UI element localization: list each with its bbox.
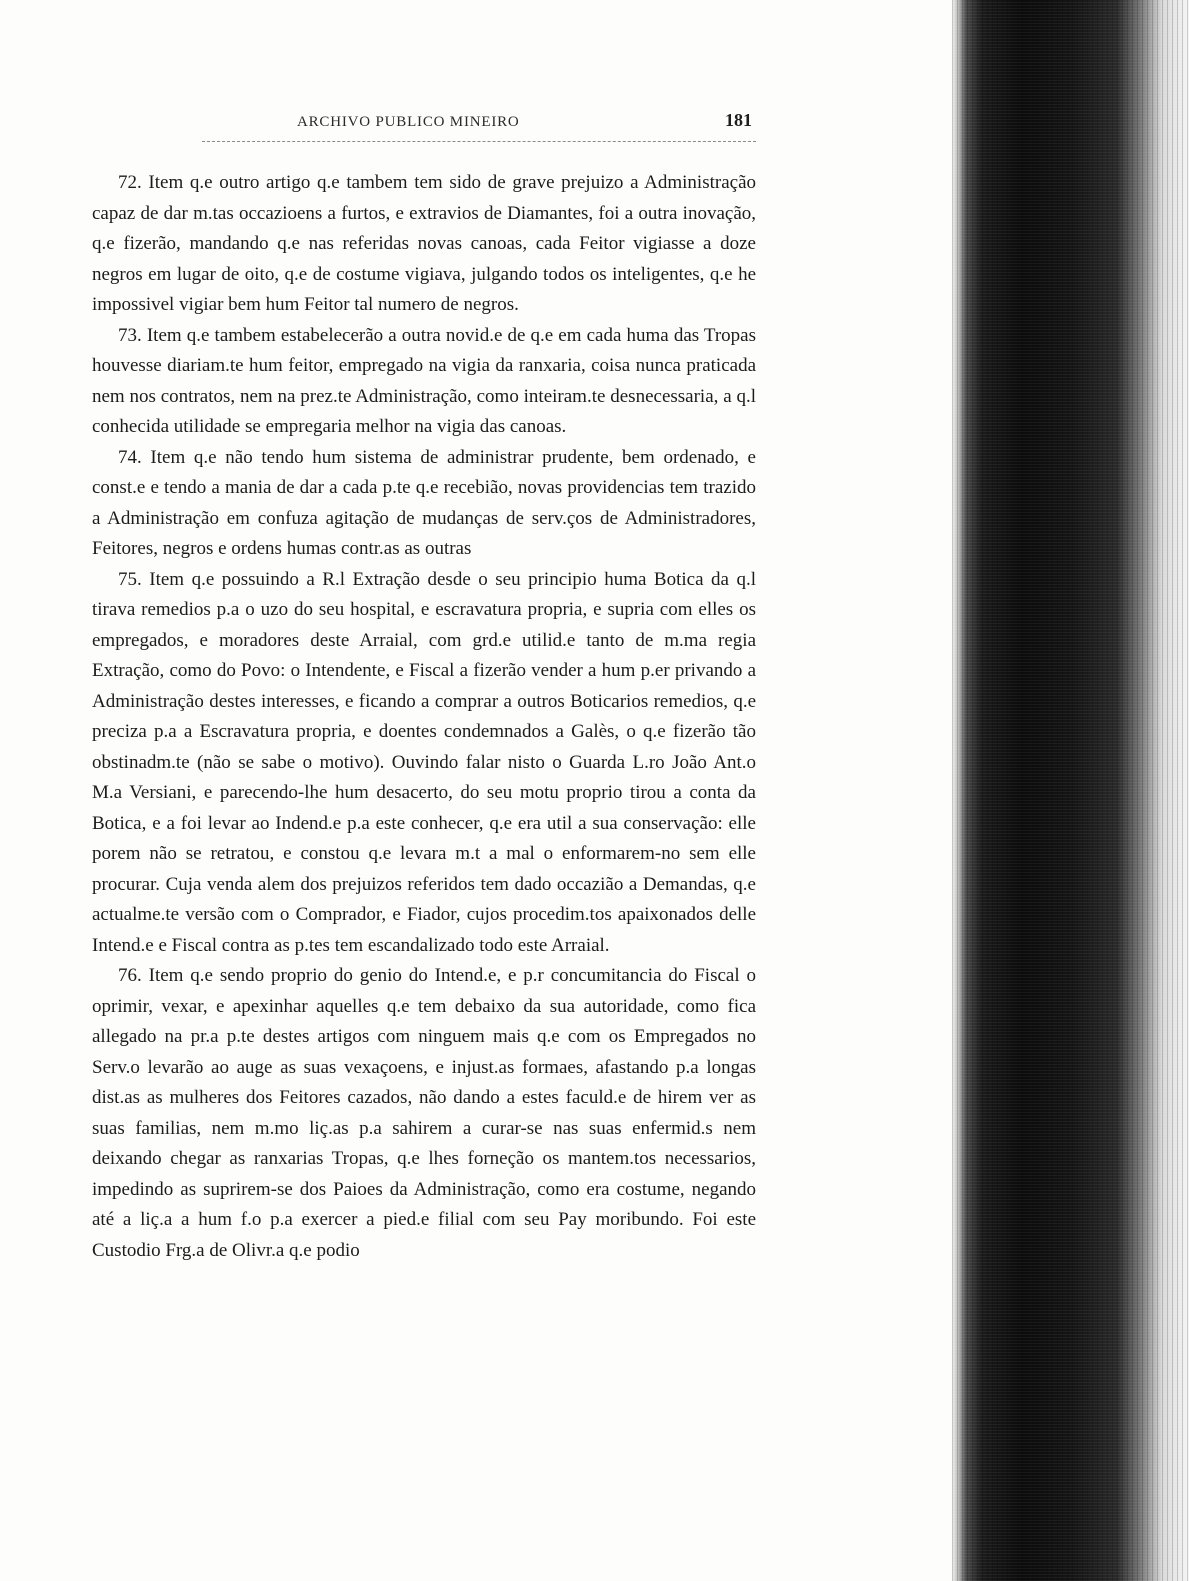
- header-rule: [202, 141, 756, 142]
- paragraph-74: 74. Item q.e não tendo hum sistema de administrar prudente, bem ordenado, e const.e e tendo a mania de dar a cada p.te q.e recebião, novas providencias tem trazido a Administração em confuza agitação de mudanças de serv.ços de Administradores, Feitores, negros e ordens humas contr.as as outras: [92, 446, 756, 559]
- paragraph-72: 72. Item q.e outro artigo q.e tambem tem sido de grave prejuizo a Administração capaz de dar m.tas occazioens a furtos, e extravios de Diamantes, foi a outra inovação, q.e fizerão, mandando q.e nas referidas novas canoas, cada Feitor vigiasse a doze negros em lugar de oito, q.e de costume vigiava, julgando todos os inteligentes, q.e he impossivel vigiar bem hum Feitor tal numero de negros.: [92, 172, 756, 315]
- book-binding-shadow: [952, 0, 1189, 1581]
- paragraph-76: 76. Item q.e sendo proprio do genio do Intend.e, e p.r concumitancia do Fiscal o oprimir, vexar, e apexinhar aquelles q.e tem debaixo da sua autoridade, como fica allegado na pr.a p.te destes artigos com ninguem mais q.e com os Empregados no Serv.o levarão ao auge as suas vexaçoens, e injust.as formaes, afastando p.a longas dist.as as mulheres dos Feitores cazados, não dando a estes faculd.e de hirem ver as suas familias, nem m.mo liç.as p.a sahirem a curar-se nas suas enfermid.s nem deixando chegar as ranxarias Tropas, q.e lhes forneção os mantem.tos necessarios, impedindo as suprirem-se dos Paioes da Administração, como era costume, negando até a liç.a a hum f.o p.a exercer a pied.e filial com seu Pay moribundo. Foi este Custodio Frg.a de Olivr.a q.e podio: [92, 965, 756, 1261]
- page-header: [92, 104, 756, 140]
- running-title: ARCHIVO PUBLICO MINEIRO: [297, 114, 520, 130]
- paragraph-73: 73. Item q.e tambem estabelecerão a outra novid.e de q.e em cada huma das Tropas houvesse diariam.te hum feitor, empregado na vigia da ranxaria, coisa nunca praticada nem nos contratos, nem na prez.te Administração, como inteiram.te desnecessaria, a q.l conhecida utilidade se empregaria melhor na vigia das canoas.: [92, 324, 756, 437]
- page-body: [92, 168, 756, 1266]
- page-number: 181: [725, 110, 752, 130]
- paragraph-75: 75. Item q.e possuindo a R.l Extração desde o seu principio huma Botica da q.l tirava remedios p.a o uzo do seu hospital, e escravatura propria, e supria com elles os empregados, e moradores deste Arraial, com grd.e utilid.e tanto de m.ma regia Extração, como do Povo: o Intendente, e Fiscal a fizerão vender a hum p.er privando a Administração destes interesses, e ficando a comprar a outros Boticarios remedios, q.e preciza p.a a Escravatura propria, e doentes condemnados a Galès, o q.e fizerão tão obstinadm.te (não se sabe o motivo). Ouvindo falar nisto o Guarda L.ro João Ant.o M.a Versiani, e parecendo-lhe hum desacerto, do seu motu proprio tirou a conta da Botica, e a foi levar ao Indend.e p.a este conhecer, q.e era util a sua conservação: elle porem não se retratou, e constou q.e levara m.t a mal o enformarem-no sem elle procurar. Cuja venda alem dos prejuizos referidos tem dado occazião a Demandas, q.e actualme.te versão com o Comprador, e Fiador, cujos procedim.tos apaixonados delle Intend.e e Fiscal contra as p.tes tem escandalizado todo este Arraial.: [92, 568, 756, 956]
